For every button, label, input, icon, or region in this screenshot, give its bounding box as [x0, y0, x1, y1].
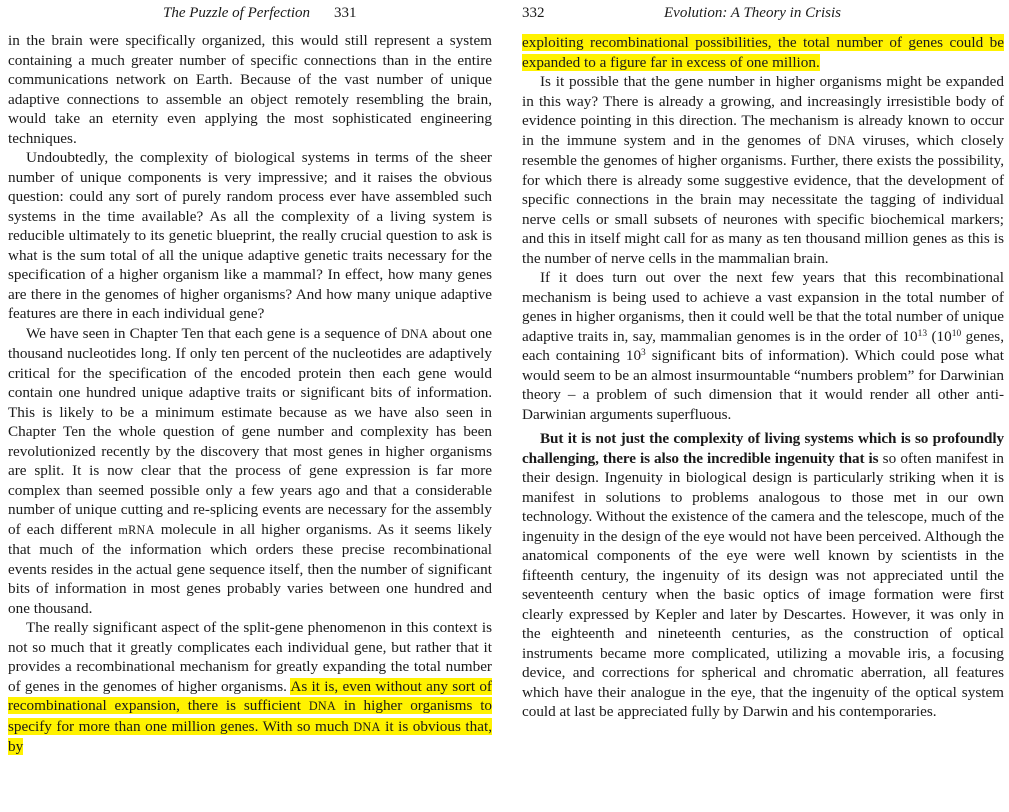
paragraph: Is it possible that the gene number in higher organisms might be expanded in this way? There is already a growing, and increasingly irresistible body of evidence pointing in this direction. The mechanism is already known to occur in the immune system and in the genomes of DNA viruses, which closely resemble the genomes of higher organisms. Further, there exists the possibility, for which there is already some suggestive evidence, that the development of specific connections in the brain may necessitate the tagging of individual nerve cells or small subsets of neurones with specific biochemical markers; and this in itself might call for as many as ten thousand million genes as this is the number of nerve cells in the mammalian brain. [522, 73, 1005, 267]
small-caps-dna: DNA [828, 133, 856, 148]
highlighted-text: As it is, even without any sort of recombinational expansion, there is sufficient DNA in higher organisms to specify for more than one million genes. With so much DNA it is obvious that, by [8, 677, 493, 755]
left-page-number: 331 [334, 5, 357, 21]
right-running-title: Evolution: A Theory in Crisis [664, 5, 841, 21]
paragraph: We have seen in Chapter Ten that each gene is a sequence of DNA about one thousand nucleotides long. If only ten percent of the nucleotides are adaptively critical for the specification of the encoded protein then each gene would contain one hundred unique adaptive traits or significant bits of information. This is likely to be a minimum estimate because as we have also seen in Chapter Ten the whole question of gene number and complexity has been revolutionized recently by the discovery that most genes in higher organisms are split. It is now clear that the process of gene expression is far more complex than seemed possible only a few years ago and that a considerable number of unique cutting and re-splicing events are necessary for the assembly of each different mRNA molecule in all higher organisms. As it seems likely that much of the information which orders these precise recombinational events resides in the actual gene sequence itself, then the number of significant bits of information in most genes probably varies between one hundred and one thousand. [8, 324, 493, 617]
right-page [522, 0, 1004, 812]
left-page-body [8, 31, 492, 757]
paragraph: But it is not just the complexity of living systems which is so profoundly challenging, there is also the incredible ingenuity that is so often manifest in their design. Ingenuity in biological design is particularly striking when it is manifest in solutions to problems analogous to those met in our own technology. Without the existence of the camera and the telescope, much of the ingenuity in the design of the eye would not have been perceived. Although the anatomical components of the eye were well known by scientists in the fifteenth century, the ingenuity of its design was not appreciated until the seventeenth century when the basic optics of image formation were first clearly expressed by Kepler and later by Descartes. However, it was only in the eighteenth and nineteenth centuries, as the construction of optical instruments became more complicated, utilizing a movable iris, a focusing device, and corrections for spherical and chromatic aberration, all features which have their analogue in the eye, that the ingenuity of the optical system could at last be appreciated fully by Darwin and his contemporaries. [522, 430, 1005, 720]
paragraph [522, 33, 1004, 72]
left-page [8, 0, 492, 812]
bold-text: But it is not just the complexity of living systems which is so profoundly challenging, there is also the incredible ingenuity that is [522, 430, 1004, 467]
right-page-number: 332 [522, 5, 545, 21]
left-running-title: The Puzzle of Perfection [163, 5, 311, 21]
paragraph: If it does turn out over the next few years that this recombinational mechanism is being used to achieve a vast expansion in the total number of genes in higher organisms, then it could well be that the total number of unique adaptive traits in, say, mammalian genomes is in the order of $10^{13}$ ($10^{10}$ genes, each containing $10^3$ significant bits of information). Which could pose what would seem to be an almost insurmountable “numbers problem” for Darwinian theory – a problem of such dimension that it would render all other anti-Darwinian arguments superfluous. [522, 269, 1005, 423]
small-caps-mrna: mRNA [118, 522, 155, 537]
left-page-header [8, 4, 492, 22]
paragraph: The really significant aspect of the split-gene phenomenon in this context is not so much that it greatly complicates each individual gene, but rather that it provides a recombinational mechanism for greatly expanding the total number of genes in the genomes of higher organisms. As it is, even without any sort of recombinational expansion, there is sufficient DNA in higher organisms to specify for more than one million genes. With so much DNA it is obvious that, by [8, 619, 493, 755]
exponent: ($10^{10}$ [931, 327, 962, 345]
highlighted-text: exploiting recombinational possibilities, the total number of genes could be expanded to a figure far in excess of one million. [522, 34, 1004, 71]
small-caps-dna: DNA [400, 326, 429, 341]
paragraph: Undoubtedly, the complexity of biological systems in terms of the sheer number of unique components is very impressive; and it raises the obvious question: could any sort of purely random process ever have assembled such systems in the time available? As all the complexity of a living system is reducible ultimately to its genetic blueprint, the really crucial question to ask is what is the sum total of all the unique adaptive genetic traits necessary for the specification of a higher organism like a mammal? In effect, how many genes are there in the genomes of higher organisms? And how many unique adaptive features are there in each individual gene? [8, 149, 492, 322]
exponent: $10^{13}$ [902, 327, 928, 345]
right-page-body [522, 33, 1004, 722]
right-page-header [522, 4, 1004, 22]
exponent: $10^3$ [625, 347, 646, 364]
paragraph: in the brain were specifically organized, this would still represent a system containing a much greater number of specific connections than in the entire communications network on Earth. Because of the vast number of unique adaptive connections to assemble an object remotely resembling the brain, would take an eternity even applying the most sophisticated engineering techniques. [8, 32, 492, 147]
